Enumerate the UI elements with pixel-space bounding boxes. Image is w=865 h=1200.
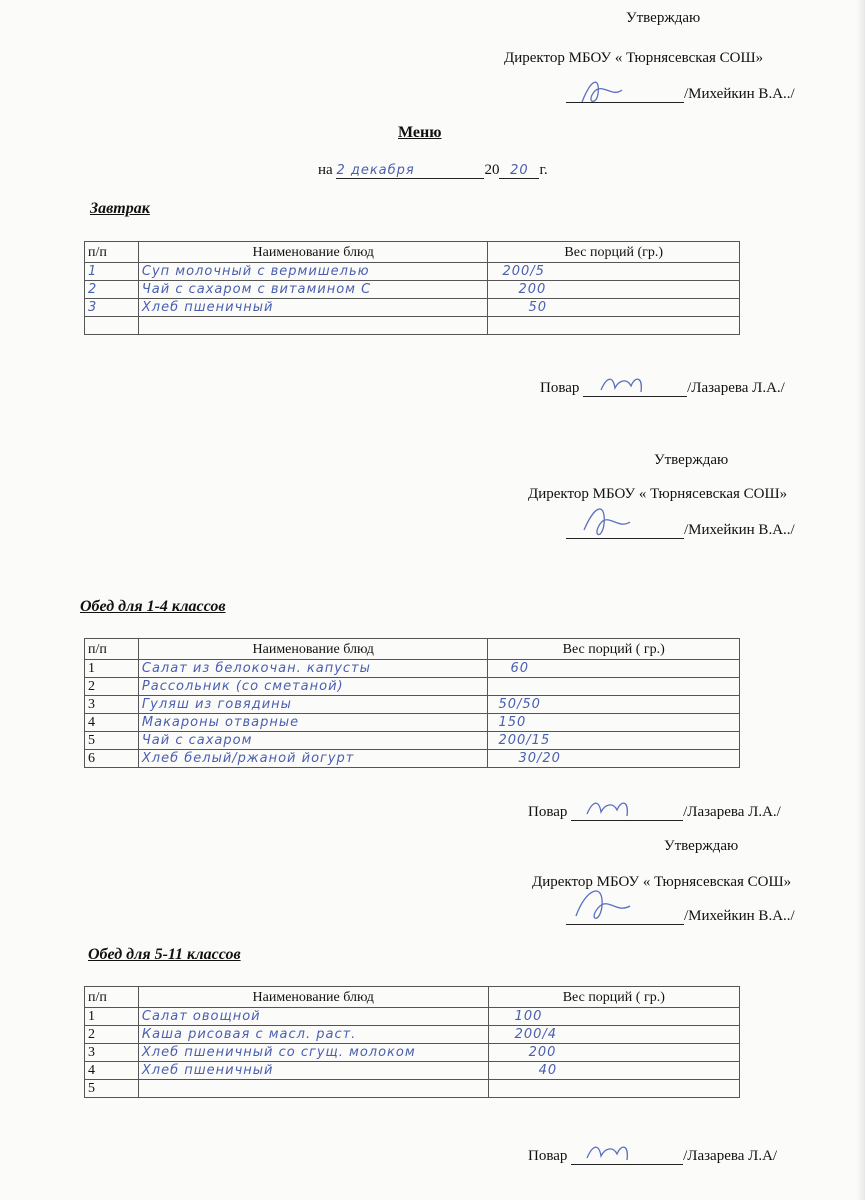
table-row	[85, 1008, 740, 1026]
date-suffix: г.	[539, 162, 548, 178]
director-title: Директор МБОУ « Тюрнясевская СОШ»	[532, 874, 792, 890]
table-row	[85, 732, 740, 750]
signature-blank	[566, 522, 684, 539]
row-number: 3	[85, 1044, 139, 1062]
director-signature-icon	[572, 72, 632, 112]
row-number: 6	[85, 750, 139, 768]
col-dish: Наименование блюд	[138, 639, 488, 660]
table-row	[85, 750, 740, 768]
dish-name: Чай с сахаром	[138, 732, 488, 750]
dish-weight: 200	[488, 1044, 739, 1062]
page-title: Меню	[398, 124, 442, 141]
cook-name: /Лазарева Л.А./	[687, 380, 785, 396]
breakfast-table	[84, 241, 740, 335]
dish-name	[138, 1080, 488, 1098]
director-name: /Михейкин В.А../	[684, 86, 795, 102]
col-dish: Наименование блюд	[138, 242, 488, 263]
cook-signature-icon	[597, 372, 657, 398]
row-number: 4	[85, 1062, 139, 1080]
row-number: 2	[85, 1026, 139, 1044]
cook-signature-icon	[583, 796, 643, 822]
row-number: 2	[85, 281, 139, 299]
table-row	[85, 299, 740, 317]
row-number: 1	[85, 263, 139, 281]
col-weight: Вес порций ( гр.)	[488, 987, 739, 1008]
dish-weight: 150	[488, 714, 740, 732]
date-year: 20	[510, 163, 529, 178]
signature-blank	[566, 908, 684, 925]
dish-weight: 200	[488, 281, 740, 299]
dish-name: Хлеб пшеничный	[138, 299, 488, 317]
lunch-1-4-table	[84, 638, 740, 768]
lunch-5-11-heading: Обед для 5-11 классов	[88, 946, 241, 963]
signature-blank	[566, 86, 684, 103]
dish-name: Хлеб пшеничный со сгущ. молоком	[138, 1044, 488, 1062]
table-row	[85, 317, 740, 335]
row-number: 3	[85, 696, 139, 714]
dish-name: Хлеб белый/ржаной йогурт	[138, 750, 488, 768]
cook-name: /Лазарева Л.А./	[683, 804, 781, 820]
cook-name: /Лазарева Л.А/	[683, 1148, 778, 1164]
director-title: Директор МБОУ « Тюрнясевская СОШ»	[528, 486, 788, 502]
dish-name: Каша рисовая с масл. раст.	[138, 1026, 488, 1044]
dish-name: Рассольник (со сметаной)	[138, 678, 488, 696]
cook-signature-icon	[583, 1140, 643, 1166]
dish-weight	[488, 317, 740, 335]
dish-weight: 100	[488, 1008, 739, 1026]
table-row	[85, 714, 740, 732]
date-day-blank	[336, 162, 484, 179]
date-line	[318, 162, 548, 179]
col-weight: Вес порций ( гр.)	[488, 639, 740, 660]
dish-weight: 30/20	[488, 750, 740, 768]
date-day-month: 2 декабря	[336, 163, 415, 178]
table-row	[85, 660, 740, 678]
table-row	[85, 678, 740, 696]
table-row	[85, 696, 740, 714]
lunch-5-11-table	[84, 986, 740, 1098]
col-weight: Вес порций (гр.)	[488, 242, 740, 263]
date-prefix: на	[318, 162, 333, 178]
approved-label: Утверждаю	[654, 452, 729, 468]
lunch-1-4-heading: Обед для 1-4 классов	[80, 598, 226, 615]
row-number	[85, 317, 139, 335]
row-number: 4	[85, 714, 139, 732]
approved-label: Утверждаю	[626, 10, 701, 26]
director-signature-line	[566, 522, 795, 539]
col-number: п/п	[85, 987, 139, 1008]
date-year-prefix: 20	[484, 162, 500, 178]
dish-weight: 40	[488, 1062, 739, 1080]
dish-name: Чай с сахаром с витамином С	[138, 281, 488, 299]
dish-weight: 200/4	[488, 1026, 739, 1044]
col-dish: Наименование блюд	[138, 987, 488, 1008]
table-row	[85, 1026, 740, 1044]
date-year-blank	[499, 162, 539, 179]
cook-signature-line	[528, 1148, 777, 1165]
row-number: 5	[85, 1080, 139, 1098]
director-signature-line	[566, 86, 795, 103]
scan-edge	[857, 0, 865, 1200]
cook-label: Повар	[528, 1148, 568, 1164]
director-title: Директор МБОУ « Тюрнясевская СОШ»	[504, 50, 764, 66]
dish-weight: 200/15	[488, 732, 740, 750]
dish-name: Гуляш из говядины	[138, 696, 488, 714]
dish-weight: 60	[488, 660, 740, 678]
table-header-row	[85, 639, 740, 660]
dish-name: Салат овощной	[138, 1008, 488, 1026]
director-name: /Михейкин В.А../	[684, 908, 795, 924]
col-number: п/п	[85, 242, 139, 263]
approved-label: Утверждаю	[664, 838, 739, 854]
dish-weight	[488, 1080, 739, 1098]
dish-name	[138, 317, 488, 335]
cook-label: Повар	[528, 804, 568, 820]
dish-name: Хлеб пшеничный	[138, 1062, 488, 1080]
row-number: 1	[85, 1008, 139, 1026]
dish-name: Салат из белокочан. капусты	[138, 660, 488, 678]
dish-name: Суп молочный с вермишелью	[138, 263, 488, 281]
director-name: /Михейкин В.А../	[684, 522, 795, 538]
row-number: 1	[85, 660, 139, 678]
row-number: 5	[85, 732, 139, 750]
table-header-row	[85, 242, 740, 263]
col-number: п/п	[85, 639, 139, 660]
cook-signature-line	[540, 380, 785, 397]
row-number: 3	[85, 299, 139, 317]
director-signature-line	[566, 908, 795, 925]
dish-weight: 200/5	[488, 263, 740, 281]
dish-weight: 50	[488, 299, 740, 317]
director-signature-icon	[576, 500, 636, 546]
dish-name: Макароны отварные	[138, 714, 488, 732]
table-row	[85, 1044, 740, 1062]
table-header-row	[85, 987, 740, 1008]
table-row	[85, 1080, 740, 1098]
director-signature-icon	[570, 880, 634, 930]
breakfast-heading: Завтрак	[90, 200, 150, 217]
signature-blank	[583, 380, 687, 397]
dish-weight: 50/50	[488, 696, 740, 714]
cook-label: Повар	[540, 380, 580, 396]
row-number: 2	[85, 678, 139, 696]
table-row	[85, 263, 740, 281]
signature-blank	[571, 1148, 683, 1165]
cook-signature-line	[528, 804, 781, 821]
table-row	[85, 1062, 740, 1080]
signature-blank	[571, 804, 683, 821]
dish-weight	[488, 678, 740, 696]
table-row	[85, 281, 740, 299]
